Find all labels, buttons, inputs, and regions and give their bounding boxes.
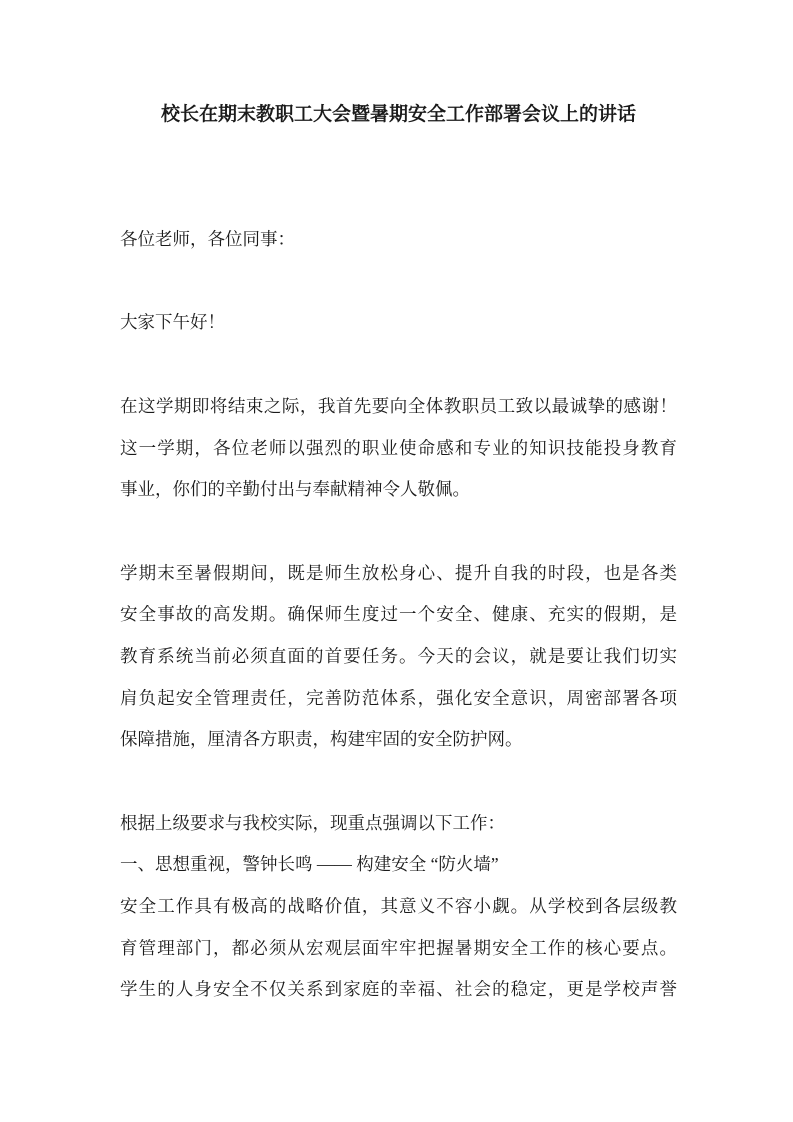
paragraph-line: 保障措施，厘清各方职责，构建牢固的安全防护网。 <box>120 729 523 750</box>
paragraph-line: 根据上级要求与我校实际，现重点强调以下工作： <box>120 812 505 833</box>
paragraph-line: 事业，你们的辛勤付出与奉献精神令人敬佩。 <box>120 479 470 500</box>
paragraph-line: 安全事故的高发期。确保师生度过一个安全、健康、充实的假期，是 <box>120 604 677 625</box>
paragraph-line: 育管理部门，都必须从宏观层面牢牢把握暑期安全工作的核心要点。 <box>120 937 677 958</box>
paragraph-line: 安全工作具有极高的战略价值，其意义不容小觑。从学校到各层级教 <box>120 896 677 917</box>
blank-line <box>120 511 677 553</box>
paragraph-line: 学期末至暑假期间，既是师生放松身心、提升自我的时段，也是各类 <box>120 562 677 583</box>
paragraph-line: 教育系统当前必须直面的首要任务。今天的会议，就是要让我们切实 <box>120 645 677 666</box>
greeting-line: 大家下午好！ <box>120 312 225 333</box>
blank-line <box>120 261 677 303</box>
blank-line <box>120 761 677 803</box>
paragraph-line: 这一学期，各位老师以强烈的职业使命感和专业的知识技能投身教育 <box>120 437 677 458</box>
blank-line <box>120 177 677 219</box>
blank-line <box>120 136 677 178</box>
paragraph-line: 肩负起安全管理责任，完善防范体系，强化安全意识，周密部署各项 <box>120 687 677 708</box>
blank-line <box>120 344 677 386</box>
document-content <box>120 94 677 1011</box>
paragraph-line: 学生的人身安全不仅关系到家庭的幸福、社会的稳定，更是学校声誉 <box>120 979 677 1000</box>
document-title: 校长在期末教职工大会暨暑期安全工作部署会议上的讲话 <box>160 104 636 125</box>
paragraph-line: 在这学期即将结束之际，我首先要向全体教职员工致以最诚挚的感谢！ <box>120 395 677 416</box>
salutation-line: 各位老师，各位同事： <box>120 229 295 250</box>
section-heading-line: 一、思想重视，警钟长鸣 —— 构建安全 “防火墙” <box>120 854 499 875</box>
